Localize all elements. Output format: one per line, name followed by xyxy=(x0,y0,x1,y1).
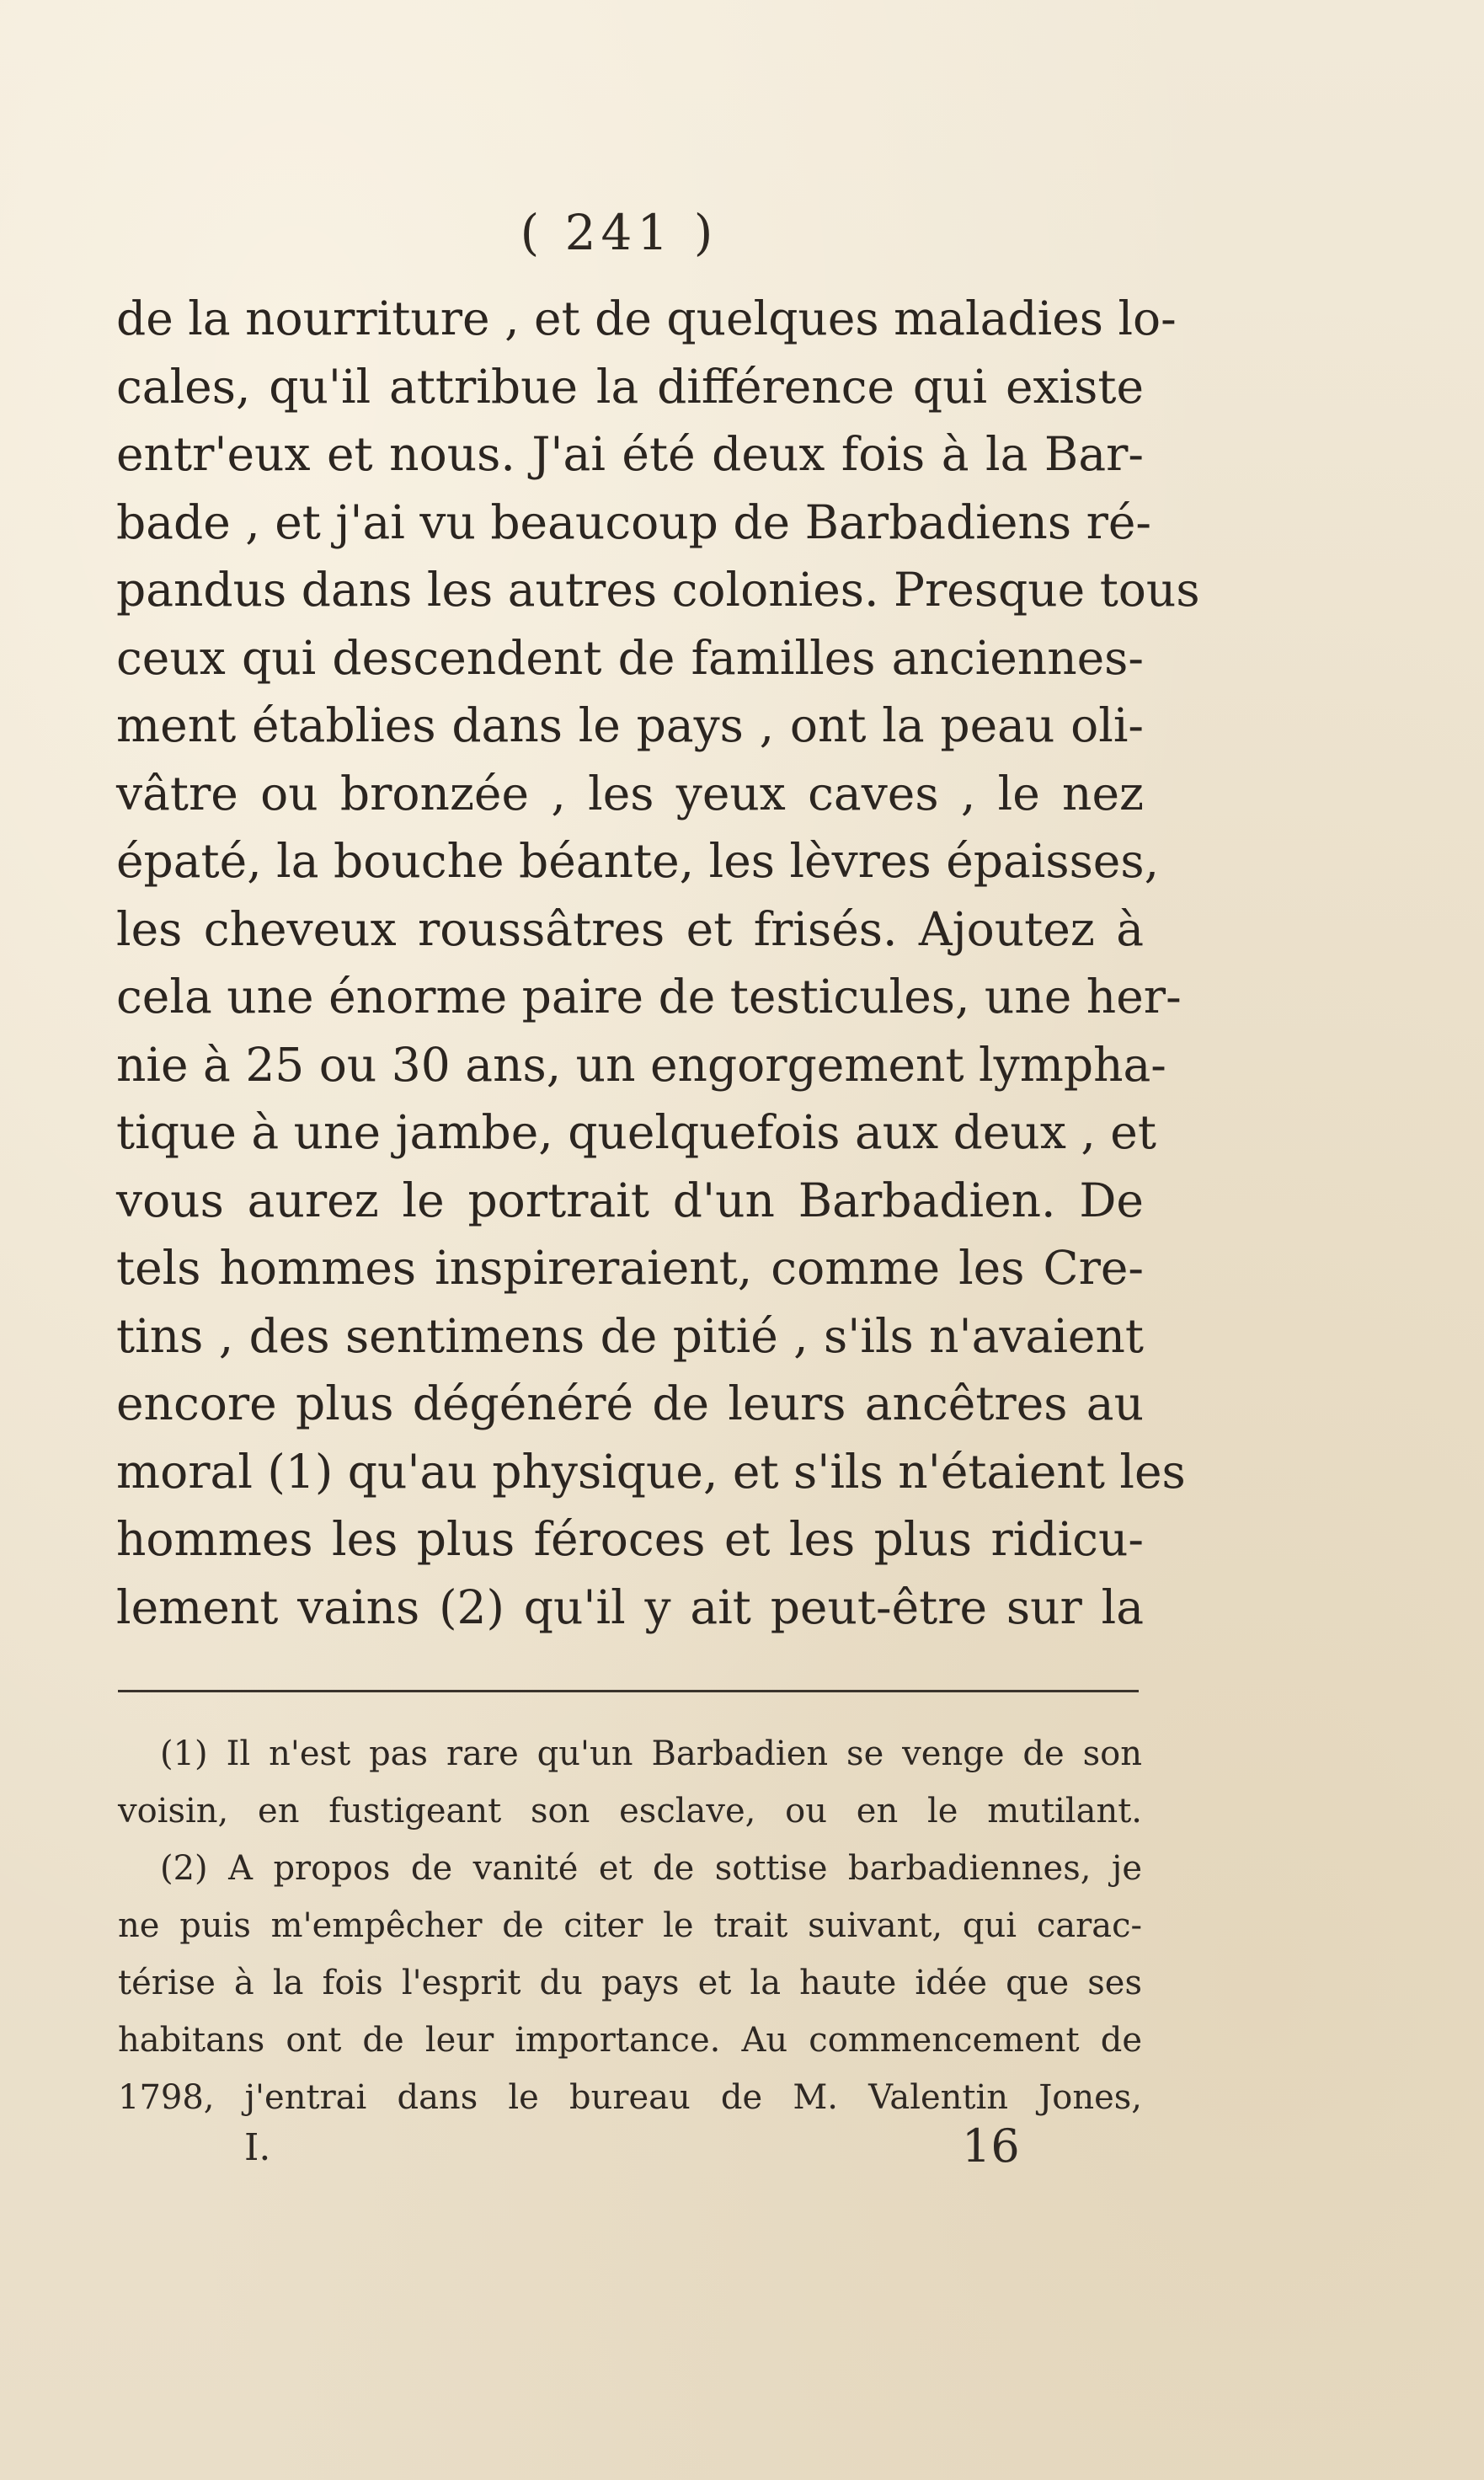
footnote-divider xyxy=(118,1690,1139,1692)
body-line: hommes les plus féroces et les plus ridicu- xyxy=(116,1512,1144,1566)
footnote-line: 1798, j'entrai dans le bureau de M. Valentin Jones, xyxy=(118,2078,1142,2117)
body-line: vâtre ou bronzée , les yeux caves , le nez xyxy=(116,766,1144,820)
body-line: nie à 25 ou 30 ans, un engorgement lympha- xyxy=(116,1037,1166,1092)
footnote-line: térise à la fois l'esprit du pays et la haute idée que ses xyxy=(118,1964,1142,2002)
body-line: épaté, la bouche béante, les lèvres épaisses, xyxy=(116,834,1160,888)
footnote-line: (2) A propos de vanité et de sottise barbadiennes, je xyxy=(160,1849,1142,1888)
gathering-number: 16 xyxy=(962,2119,1020,2173)
body-line: pandus dans les autres colonies. Presque tous xyxy=(116,563,1200,617)
body-line: tins , des sentimens de pitié , s'ils n'avaient xyxy=(116,1308,1144,1363)
body-line: ceux qui descendent de familles anciennes- xyxy=(116,630,1144,685)
footnote-line: habitans ont de leur importance. Au commencement de xyxy=(118,2021,1142,2060)
body-line: cales, qu'il attribue la différence qui existe xyxy=(116,359,1144,414)
body-line: moral (1) qu'au physique, et s'ils n'étaient les xyxy=(116,1444,1186,1499)
body-line: bade , et j'ai vu beaucoup de Barbadiens ré- xyxy=(116,494,1151,549)
body-line: encore plus dégénéré de leurs ancêtres au xyxy=(116,1376,1144,1430)
body-line: tels hommes inspireraient, comme les Cre- xyxy=(116,1241,1144,1295)
body-line: de la nourriture , et de quelques maladies lo- xyxy=(116,291,1177,345)
body-line: tique à une jambe, quelquefois aux deux , et xyxy=(116,1105,1156,1159)
footnote-line: (1) Il n'est pas rare qu'un Barbadien se venge de son xyxy=(160,1734,1142,1773)
body-text xyxy=(116,285,1200,1641)
body-line: cela une énorme paire de testicules, une her- xyxy=(116,970,1182,1024)
body-line: entr'eux et nous. J'ai été deux fois à la Bar- xyxy=(116,427,1144,481)
footnotes xyxy=(118,1725,1142,2126)
body-line: ment établies dans le pays , ont la peau oli- xyxy=(116,698,1144,752)
signature-mark: I. xyxy=(244,2126,271,2169)
body-line: vous aurez le portrait d'un Barbadien. De xyxy=(116,1173,1144,1227)
body-line: lement vains (2) qu'il y ait peut-être sur la xyxy=(116,1579,1144,1634)
page-header: ( 241 ) xyxy=(520,204,718,261)
footnote-line: ne puis m'empêcher de citer le trait suivant, qui carac- xyxy=(118,1906,1142,1945)
footnote-line: voisin, en fustigeant son esclave, ou en le mutilant. xyxy=(118,1792,1142,1831)
body-line: les cheveux roussâtres et frisés. Ajoutez à xyxy=(116,901,1144,956)
